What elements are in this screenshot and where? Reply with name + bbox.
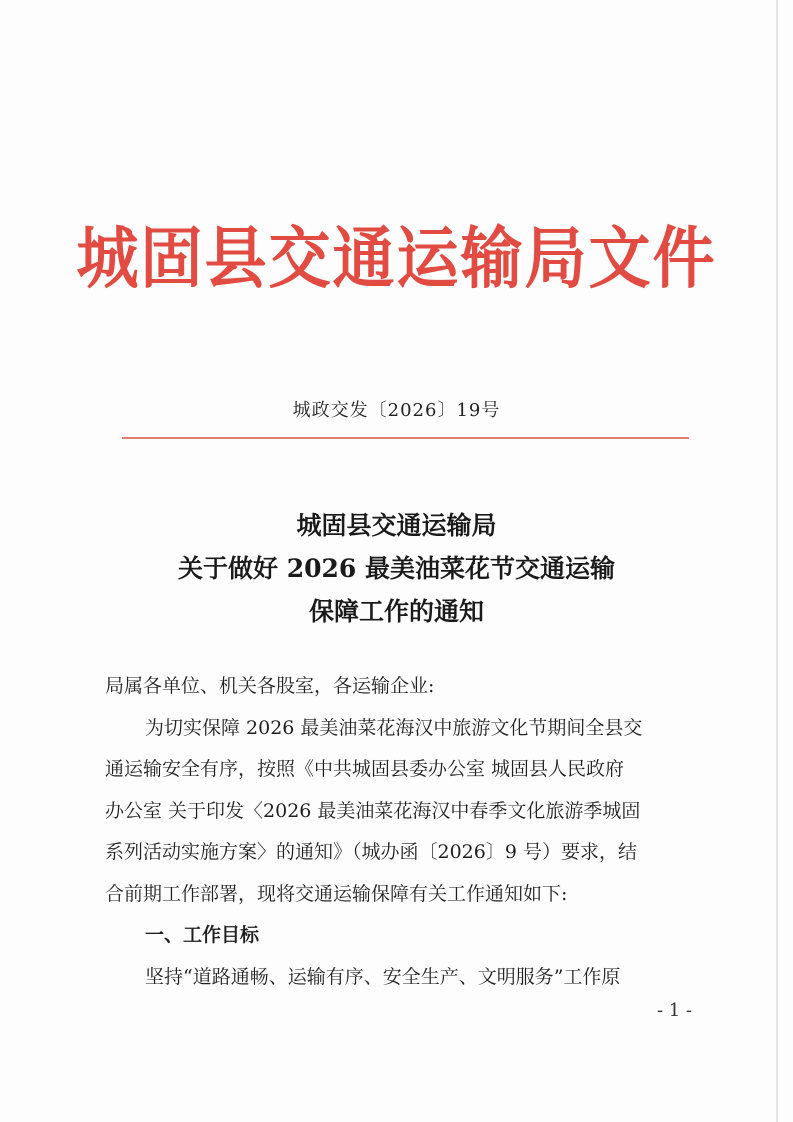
paragraph-2-line-1: 坚持“道路通畅、运输有序、安全生产、文明服务”工作原 bbox=[145, 965, 621, 988]
paragraph-1-line-1: 为切实保障 2026 最美油菜花海汉中旅游文化节期间全县交 bbox=[145, 716, 643, 739]
document-number: 城政交发〔2026〕19号 bbox=[292, 400, 501, 421]
paragraph-1-line-5: 合前期工作部署，现将交通运输保障有关工作通知如下: bbox=[105, 882, 568, 905]
title-line-3: 保障工作的通知 bbox=[308, 597, 484, 626]
salutation: 局属各单位、机关各股室，各运输企业: bbox=[105, 675, 435, 697]
paragraph-1-line-4: 系列活动实施方案〉的通知》（城办函〔2026〕9 号）要求，结 bbox=[105, 841, 637, 863]
paragraph-1-line-3: 办公室 关于印发〈2026 最美油菜花海汉中春季文化旅游季城固 bbox=[105, 799, 641, 822]
paragraph-1-line-2: 通运输安全有序，按照《中共城固县委办公室 城固县人民政府 bbox=[105, 758, 625, 780]
title-line-2: 关于做好 2026 最美油菜花节交通运输 bbox=[178, 554, 615, 583]
title-line-1: 城固县交通运输局 bbox=[296, 511, 497, 540]
section-heading-1: 一、工作目标 bbox=[145, 924, 260, 946]
document-title bbox=[0, 504, 793, 633]
page-number: - 1 - bbox=[656, 1000, 692, 1021]
document-body bbox=[105, 666, 695, 998]
document-masthead: 城固县交通运输局文件 bbox=[76, 219, 717, 298]
red-separator-line bbox=[122, 437, 689, 439]
